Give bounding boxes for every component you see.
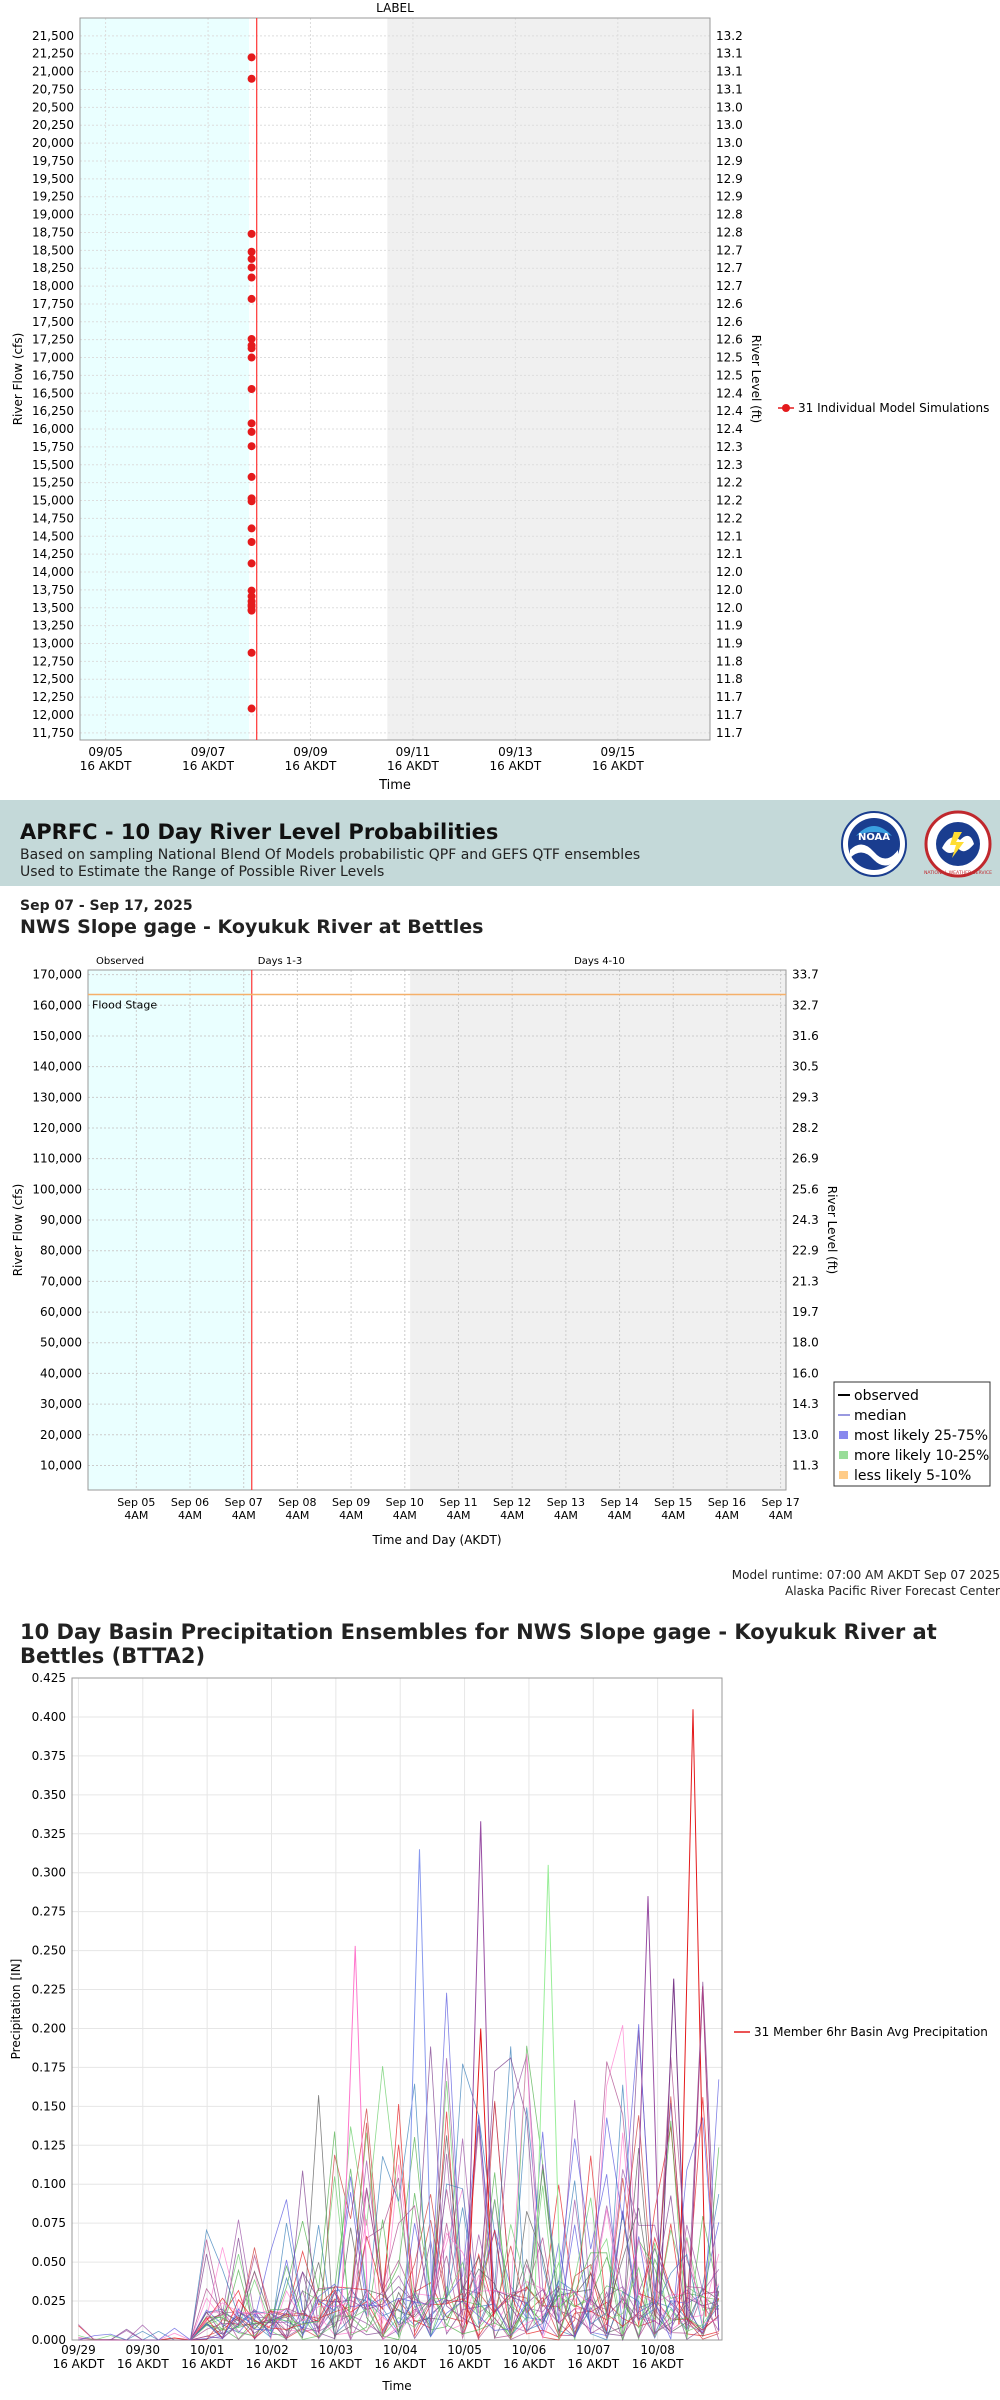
x-tick-label: 10/05 [447, 2343, 482, 2357]
y-tick-label: 21,250 [32, 46, 74, 61]
simulation-point [248, 230, 256, 238]
y2-tick-label: 19.7 [792, 1305, 819, 1320]
x-tick-sublabel: 16 AKDT [182, 759, 234, 773]
x-axis-label: Time [379, 778, 411, 793]
y-tick-label: 0.200 [31, 2021, 66, 2036]
simulation-point [248, 601, 256, 609]
y-tick-label: 20,500 [32, 100, 74, 115]
y-tick-label: 130,000 [32, 1090, 82, 1105]
y-tick-label: 16,250 [32, 404, 74, 419]
simulation-point [248, 538, 256, 546]
y2-tick-label: 13.0 [716, 100, 743, 115]
x-tick-sublabel: 16 AKDT [284, 759, 337, 773]
y2-tick-label: 12.3 [716, 457, 743, 472]
y-tick-label: 18,250 [32, 261, 74, 276]
aprfc-banner [0, 800, 1000, 886]
y2-tick-label: 13.2 [716, 28, 743, 43]
x-tick-sublabel: 16 AKDT [489, 759, 542, 773]
y-tick-label: 70,000 [40, 1274, 82, 1289]
simulation-point [248, 248, 256, 256]
y-tick-label: 12,000 [32, 707, 74, 722]
x-axis-label: Time and Day (AKDT) [372, 1533, 502, 1547]
x-tick-label: 09/15 [600, 745, 636, 759]
y2-tick-label: 13.0 [716, 136, 743, 151]
section-label: Observed [96, 956, 145, 967]
y-tick-label: 14,000 [32, 565, 74, 580]
simulation-point [248, 385, 256, 393]
x-tick-label: 10/06 [511, 2343, 547, 2357]
x-tick-sublabel: 16 AKDT [181, 2357, 234, 2371]
x-tick-sublabel: 4AM [768, 1509, 793, 1522]
simulation-point [248, 75, 256, 83]
banner-subtitle-2: Used to Estimate the Range of Possible River Levels [20, 864, 385, 880]
simulation-point [248, 649, 256, 657]
y-tick-label: 100,000 [32, 1182, 82, 1197]
simulation-point [248, 559, 256, 567]
model-runtime: Model runtime: 07:00 AM AKDT Sep 07 2025 [731, 1568, 1000, 1582]
y-tick-label: 0.175 [31, 2060, 66, 2075]
y2-tick-label: 12.2 [716, 475, 743, 490]
y2-tick-label: 12.4 [716, 422, 743, 437]
x-tick-label: 10/02 [254, 2343, 289, 2357]
legend-label: less likely 5-10% [854, 1468, 972, 1484]
y-tick-label: 13,500 [32, 600, 74, 615]
y-tick-label: 140,000 [32, 1059, 82, 1074]
x-tick-sublabel: 16 AKDT [245, 2357, 298, 2371]
x-tick-sublabel: 16 AKDT [631, 2357, 684, 2371]
legend-label: 31 Member 6hr Basin Avg Precipitation [754, 2025, 988, 2039]
y2-tick-label: 12.7 [716, 279, 743, 294]
y-axis-label: Precipitation [IN] [9, 1958, 23, 2060]
x-tick-sublabel: 16 AKDT [116, 2357, 169, 2371]
simulation-point [248, 473, 256, 481]
x-tick-sublabel: 16 AKDT [387, 759, 439, 773]
nws-logo-text: NATIONAL WEATHER SERVICE [924, 871, 992, 876]
x-tick-label: 09/13 [498, 745, 533, 759]
days-4-10-region [410, 970, 786, 1490]
y2-tick-label: 12.2 [716, 493, 743, 508]
y-tick-label: 0.000 [31, 2333, 66, 2347]
simulation-point [248, 53, 256, 61]
y-tick-label: 30,000 [40, 1397, 82, 1412]
x-tick-sublabel: 4AM [124, 1509, 149, 1522]
precip-ensemble-chart [0, 1670, 1000, 2400]
legend-swatch-point [782, 404, 790, 412]
y-tick-label: 150,000 [32, 1028, 82, 1043]
y2-tick-label: 12.8 [716, 207, 743, 222]
simulation-point [248, 497, 256, 505]
y2-tick-label: 18.0 [792, 1335, 819, 1350]
section-label: Days 4-10 [574, 956, 625, 967]
y-tick-label: 19,250 [32, 189, 74, 204]
x-tick-label: Sep 05 [117, 1496, 156, 1509]
y-tick-label: 21,000 [32, 64, 74, 79]
y2-axis-label: River Level (ft) [749, 334, 763, 424]
river-probability-chart [0, 940, 1000, 1620]
y2-tick-label: 11.9 [716, 636, 743, 651]
legend-swatch [839, 1471, 848, 1479]
y2-tick-label: 12.2 [716, 511, 743, 526]
y-tick-label: 20,250 [32, 118, 74, 133]
legend-label: median [854, 1408, 907, 1424]
y-tick-label: 12,500 [32, 672, 74, 687]
simulation-point [248, 428, 256, 436]
y2-tick-label: 12.9 [716, 171, 743, 186]
y2-tick-label: 12.0 [716, 600, 743, 615]
y2-tick-label: 29.3 [792, 1090, 819, 1105]
x-tick-label: 10/04 [382, 2343, 418, 2357]
y2-tick-label: 11.8 [716, 654, 743, 669]
precip-title: 10 Day Basin Precipitation Ensembles for NWS Slope gage - Koyukuk River at Bettles (BTTA2) [20, 1620, 937, 1668]
y2-tick-label: 28.2 [792, 1120, 819, 1135]
y-tick-label: 18,500 [32, 243, 74, 258]
y2-tick-label: 33.7 [792, 967, 819, 982]
observed-region [88, 970, 252, 1490]
y-tick-label: 18,000 [32, 279, 74, 294]
y-tick-label: 18,750 [32, 225, 74, 240]
y-tick-label: 0.225 [31, 1982, 66, 1997]
flood-stage-label: Flood Stage [92, 998, 158, 1012]
simulation-point [248, 705, 256, 713]
x-tick-sublabel: 4AM [607, 1509, 632, 1522]
simulation-point [248, 442, 256, 450]
y2-tick-label: 11.9 [716, 618, 743, 633]
y2-tick-label: 13.0 [716, 118, 743, 133]
y2-tick-label: 22.9 [792, 1243, 819, 1258]
x-tick-sublabel: 16 AKDT [374, 2357, 427, 2371]
simulation-point [248, 354, 256, 362]
y-tick-label: 20,750 [32, 82, 74, 97]
y2-tick-label: 12.0 [716, 565, 743, 580]
chart-title: LABEL [376, 1, 414, 15]
y2-tick-label: 12.6 [716, 314, 743, 329]
y2-tick-label: 32.7 [792, 998, 819, 1013]
plot-area [72, 1678, 722, 2340]
y-tick-label: 11,750 [32, 725, 74, 740]
y-tick-label: 16,750 [32, 368, 74, 383]
x-tick-sublabel: 4AM [231, 1509, 256, 1522]
date-range: Sep 07 - Sep 17, 2025 [20, 898, 193, 914]
x-tick-label: 09/05 [88, 745, 123, 759]
simulation-point [248, 344, 256, 352]
y-tick-label: 160,000 [32, 998, 82, 1013]
y2-axis-label: River Level (ft) [825, 1185, 839, 1275]
x-tick-label: Sep 08 [278, 1496, 317, 1509]
y-tick-label: 0.025 [31, 2294, 66, 2309]
gage-title: NWS Slope gage - Koyukuk River at Bettles [20, 916, 484, 938]
x-tick-label: 10/01 [189, 2343, 225, 2357]
y-tick-label: 20,000 [40, 1427, 82, 1442]
x-tick-label: Sep 12 [493, 1496, 532, 1509]
y2-tick-label: 12.9 [716, 153, 743, 168]
y-tick-label: 0.075 [31, 2216, 66, 2231]
y-tick-label: 40,000 [40, 1366, 82, 1381]
x-tick-label: 10/07 [575, 2343, 611, 2357]
y-tick-label: 12,750 [32, 654, 74, 669]
x-tick-sublabel: 4AM [661, 1509, 686, 1522]
y2-tick-label: 12.1 [716, 529, 743, 544]
y-tick-label: 0.375 [31, 1748, 66, 1763]
legend-label: observed [854, 1388, 919, 1404]
y-tick-label: 50,000 [40, 1335, 82, 1350]
y-tick-label: 0.150 [31, 2099, 66, 2114]
simulation-point [248, 419, 256, 427]
precip-ensemble-panel [0, 1620, 1000, 2400]
y-tick-label: 13,750 [32, 582, 74, 597]
y2-tick-label: 25.6 [792, 1182, 819, 1197]
x-tick-label: Sep 06 [170, 1496, 210, 1509]
y-tick-label: 0.275 [31, 1904, 66, 1919]
x-tick-label: Sep 17 [761, 1496, 800, 1509]
legend-label: more likely 10-25% [854, 1448, 990, 1464]
y-tick-label: 14,500 [32, 529, 74, 544]
y-tick-label: 0.350 [31, 1787, 66, 1802]
later-region [387, 18, 710, 740]
y-tick-label: 17,250 [32, 332, 74, 347]
y-tick-label: 10,000 [40, 1458, 82, 1473]
y2-tick-label: 12.7 [716, 243, 743, 258]
x-tick-label: 09/09 [293, 745, 328, 759]
y-tick-label: 14,250 [32, 547, 74, 562]
y-tick-label: 20,000 [32, 136, 74, 151]
y-tick-label: 15,000 [32, 493, 74, 508]
simulation-point [248, 295, 256, 303]
x-tick-sublabel: 16 AKDT [591, 759, 644, 773]
y-tick-label: 13,000 [32, 636, 74, 651]
x-tick-sublabel: 4AM [392, 1509, 417, 1522]
x-tick-label: Sep 13 [546, 1496, 585, 1509]
y-tick-label: 0.100 [31, 2177, 66, 2192]
x-tick-label: Sep 11 [439, 1496, 478, 1509]
y2-tick-label: 13.1 [716, 46, 743, 61]
y-tick-label: 0.425 [31, 1671, 66, 1685]
y2-tick-label: 13.0 [792, 1427, 819, 1442]
y2-tick-label: 30.5 [792, 1059, 819, 1074]
section-label: Days 1-3 [257, 956, 303, 967]
legend-swatch [839, 1451, 848, 1459]
x-tick-label: Sep 09 [331, 1496, 371, 1509]
y2-tick-label: 12.6 [716, 332, 743, 347]
y-tick-label: 0.300 [31, 1865, 66, 1880]
x-axis-label: Time [382, 2379, 412, 2393]
y-axis-label: River Flow (cfs) [11, 332, 25, 426]
y-tick-label: 14,750 [32, 511, 74, 526]
x-tick-label: 09/07 [190, 745, 226, 759]
y-tick-label: 16,000 [32, 422, 74, 437]
y2-tick-label: 12.5 [716, 368, 743, 383]
y2-tick-label: 31.6 [792, 1028, 819, 1043]
y2-tick-label: 12.6 [716, 296, 743, 311]
y-tick-label: 19,750 [32, 153, 74, 168]
banner-title: APRFC - 10 Day River Level Probabilities [20, 820, 499, 844]
y2-tick-label: 12.8 [716, 225, 743, 240]
y-tick-label: 0.325 [31, 1826, 66, 1841]
y-tick-label: 0.125 [31, 2138, 66, 2153]
x-tick-label: Sep 14 [600, 1496, 639, 1509]
y2-tick-label: 26.9 [792, 1151, 819, 1166]
x-tick-label: 09/29 [61, 2343, 96, 2357]
simulation-scatter-panel [0, 0, 1000, 800]
y-tick-label: 19,000 [32, 207, 74, 222]
x-tick-label: 09/30 [125, 2343, 161, 2357]
y2-tick-label: 12.4 [716, 386, 743, 401]
y2-tick-label: 11.8 [716, 672, 743, 687]
y-tick-label: 13,250 [32, 618, 74, 633]
y-tick-label: 60,000 [40, 1305, 82, 1320]
banner-subtitle-1: Based on sampling National Blend Of Models probabilistic QPF and GEFS QTF ensembles [20, 847, 641, 863]
simulation-scatter-chart [0, 0, 1000, 800]
y-tick-label: 21,500 [32, 28, 74, 43]
x-tick-sublabel: 4AM [500, 1509, 525, 1522]
x-tick-sublabel: 16 AKDT [503, 2357, 555, 2371]
river-probability-panel [0, 886, 1000, 1620]
y2-tick-label: 11.7 [716, 725, 743, 740]
y-tick-label: 80,000 [40, 1243, 82, 1258]
x-tick-label: Sep 15 [654, 1496, 693, 1509]
y-tick-label: 0.400 [31, 1709, 66, 1724]
x-tick-label: Sep 07 [224, 1496, 263, 1509]
x-tick-label: 10/08 [640, 2343, 675, 2357]
y-tick-label: 17,500 [32, 314, 74, 329]
legend-label: 31 Individual Model Simulations [798, 401, 990, 415]
x-tick-label: 10/03 [318, 2343, 354, 2357]
y2-tick-label: 14.3 [792, 1397, 819, 1412]
y-tick-label: 15,500 [32, 457, 74, 472]
x-tick-sublabel: 4AM [714, 1509, 739, 1522]
legend-label: most likely 25-75% [854, 1428, 989, 1444]
y-tick-label: 110,000 [32, 1151, 82, 1166]
y2-tick-label: 13.1 [716, 64, 743, 79]
y-axis-label: River Flow (cfs) [11, 1183, 25, 1277]
y2-tick-label: 12.4 [716, 404, 743, 419]
y2-tick-label: 13.1 [716, 82, 743, 97]
y-tick-label: 16,500 [32, 386, 74, 401]
y2-tick-label: 21.3 [792, 1274, 819, 1289]
x-tick-sublabel: 4AM [553, 1509, 578, 1522]
simulation-point [248, 255, 256, 263]
y2-tick-label: 11.3 [792, 1458, 819, 1473]
x-tick-sublabel: 16 AKDT [309, 2357, 362, 2371]
y-tick-label: 15,750 [32, 439, 74, 454]
y-tick-label: 15,250 [32, 475, 74, 490]
y-tick-label: 90,000 [40, 1213, 82, 1228]
y2-tick-label: 12.7 [716, 261, 743, 276]
y-tick-label: 120,000 [32, 1120, 82, 1135]
simulation-point [248, 524, 256, 532]
x-tick-sublabel: 4AM [178, 1509, 203, 1522]
y-tick-label: 17,000 [32, 350, 74, 365]
y2-tick-label: 12.5 [716, 350, 743, 365]
y2-tick-label: 12.3 [716, 439, 743, 454]
y2-tick-label: 12.0 [716, 582, 743, 597]
forecast-center: Alaska Pacific River Forecast Center [785, 1584, 1000, 1598]
x-tick-label: 09/11 [395, 745, 431, 759]
x-tick-sublabel: 16 AKDT [52, 2357, 105, 2371]
y-tick-label: 0.050 [31, 2255, 66, 2270]
simulation-point [248, 273, 256, 281]
nws-logo-icon [924, 810, 992, 882]
y-tick-label: 12,250 [32, 690, 74, 705]
y-tick-label: 0.250 [31, 1943, 66, 1958]
x-tick-label: Sep 10 [385, 1496, 424, 1509]
y-tick-label: 170,000 [32, 967, 82, 982]
y2-tick-label: 24.3 [792, 1213, 819, 1228]
x-tick-sublabel: 4AM [285, 1509, 310, 1522]
noaa-logo-icon [840, 810, 908, 882]
y2-tick-label: 16.0 [792, 1366, 819, 1381]
y2-tick-label: 11.7 [716, 690, 743, 705]
simulation-point [248, 263, 256, 271]
legend-swatch [839, 1431, 848, 1439]
y2-tick-label: 12.9 [716, 189, 743, 204]
x-tick-sublabel: 16 AKDT [438, 2357, 491, 2371]
x-tick-sublabel: 16 AKDT [567, 2357, 620, 2371]
x-tick-sublabel: 4AM [339, 1509, 364, 1522]
y2-tick-label: 12.1 [716, 547, 743, 562]
x-tick-label: Sep 16 [707, 1496, 747, 1509]
x-tick-sublabel: 4AM [446, 1509, 471, 1522]
y-tick-label: 17,750 [32, 296, 74, 311]
y-tick-label: 19,500 [32, 171, 74, 186]
noaa-logo-text: NOAA [857, 832, 891, 843]
x-tick-sublabel: 16 AKDT [79, 759, 132, 773]
y2-tick-label: 11.7 [716, 707, 743, 722]
